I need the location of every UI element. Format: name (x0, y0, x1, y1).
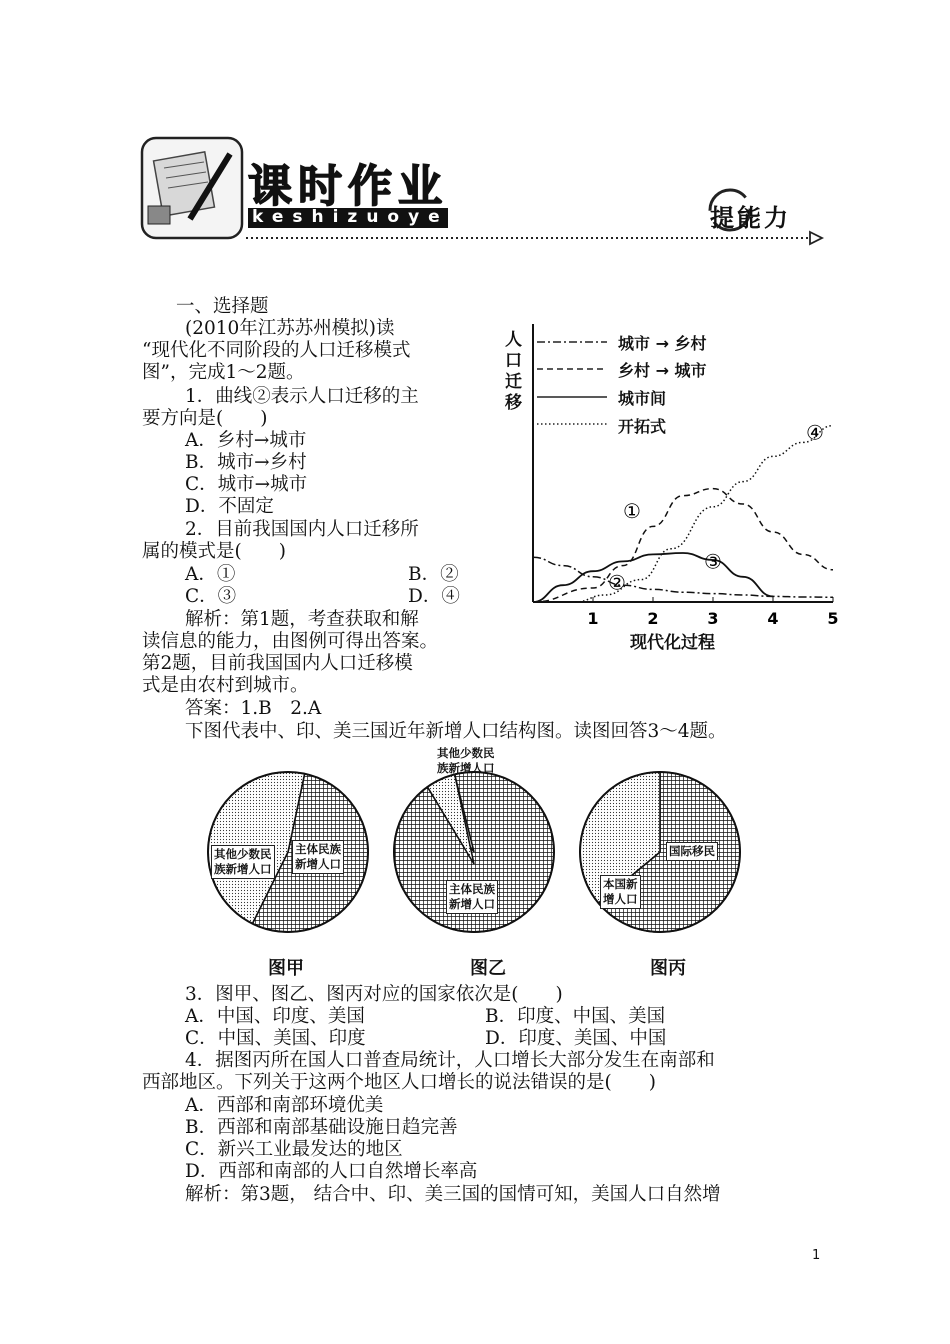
intro2: 下图代表中、印、美三国近年新增人口结构图。读图回答3～4题。 (185, 721, 727, 742)
q3-stem: 3．图甲、图乙、图丙对应的国家依次是( ) (185, 984, 563, 1005)
q3-option-b: B．印度、中国、美国 (485, 1006, 666, 1027)
q4-option-b: B．西部和南部基础设施日趋完善 (185, 1117, 458, 1138)
pie2-label-majority (446, 880, 498, 914)
series-line-1 (533, 489, 833, 602)
q3-option-c: C．中国、美国、印度 (185, 1028, 366, 1049)
pie2-label-majority-line1: 主体民族 (449, 882, 495, 896)
analysis1-line-3: 第2题，目前我国国内人口迁移模 (142, 653, 413, 674)
pie3-label-native-line2: 增人口 (603, 892, 638, 906)
q3-option-d: D．印度、美国、中国 (485, 1028, 667, 1049)
pie2-label-minority (435, 745, 497, 777)
pie3-title: 图丙 (650, 958, 686, 979)
q2-option-d: D．④ (408, 586, 460, 607)
pie1-title: 图甲 (268, 958, 304, 979)
pie3-label-native-line1: 本国新 (603, 877, 638, 891)
header-pinyin: keshizuoye (252, 207, 449, 227)
series-label-1: ① (623, 499, 641, 523)
q2-line-2: 属的模式是( ) (142, 541, 286, 562)
analysis2: 解析：第3题， 结合中、印、美三国的国情可知，美国人口自然增 (185, 1184, 721, 1205)
analysis1-line-4: 式是由农村到城市。 (142, 675, 309, 696)
pie1-label-minority (211, 845, 275, 879)
q2-option-a: A．① (185, 564, 236, 585)
q2-line-1: 2．目前我国国内人口迁移所 (185, 519, 419, 540)
pie1-label-minority-line1: 其他少数民 (214, 847, 272, 861)
pie1-label-majority-line2: 新增人口 (295, 857, 341, 871)
pie2-label-minority-line2: 族新增人口 (437, 761, 495, 775)
x-tick-label-1: 1 (587, 609, 599, 628)
section-heading: 一、选择题 (176, 296, 269, 317)
pie3-label-immigrant: 国际移民 (666, 842, 718, 861)
legend-label-3: 城市间 (618, 389, 667, 408)
y-axis-label: 人口迁移 (505, 330, 522, 413)
series-label-3: ③ (704, 549, 722, 574)
intro-line-2: “现代化不同阶段的人口迁移模式 (142, 340, 411, 361)
q4-option-c: C．新兴工业最发达的地区 (185, 1139, 403, 1160)
pie2-label-majority-line2: 新增人口 (449, 897, 495, 911)
pie1-label-minority-line2: 族新增人口 (214, 862, 272, 876)
series-label-4: ④ (806, 420, 824, 445)
x-tick-label-4: 4 (767, 609, 779, 628)
q4-line-2: 西部地区。下列关于这两个地区人口增长的说法错误的是( ) (142, 1072, 656, 1093)
q2-option-b: B．② (408, 564, 459, 585)
legend-label-4: 开拓式 (618, 417, 667, 436)
pie2-label-minority-line1: 其他少数民 (437, 746, 495, 760)
legend-label-1: 城市 → 乡村 (618, 334, 707, 353)
analysis1-line-2: 读信息的能力，由图例可得出答案。 (142, 631, 439, 652)
page-number: 1 (812, 1248, 821, 1263)
q1-line-2: 要方向是( ) (142, 408, 268, 429)
q2-option-c: C．③ (185, 586, 237, 607)
q1-option-b: B．城市→乡村 (185, 452, 307, 473)
answer1: 答案：1.B 2.A (185, 698, 322, 719)
intro-line-1: (2010年江苏苏州模拟)读 (185, 318, 395, 339)
analysis1-line-1: 解析：第1题，考查获取和解 (185, 609, 419, 630)
q1-option-c: C．城市→城市 (185, 474, 308, 495)
q1-option-d: D．不固定 (185, 496, 274, 517)
q4-option-d: D．西部和南部的人口自然增长率高 (185, 1161, 478, 1182)
legend-label-2: 乡村 → 城市 (618, 361, 707, 380)
q3-option-a: A．中国、印度、美国 (185, 1006, 365, 1027)
pie1-label-majority-line1: 主体民族 (295, 842, 341, 856)
pie1-label-majority (292, 840, 344, 874)
x-axis-label: 现代化过程 (630, 633, 715, 653)
x-tick-label-2: 2 (647, 609, 659, 628)
pie3-label-native (600, 875, 641, 909)
header-badge: 提能力 (710, 204, 791, 232)
intro-line-3: 图”，完成1～2题。 (142, 362, 305, 383)
pie2-title: 图乙 (470, 958, 506, 979)
x-tick-label-5: 5 (827, 609, 839, 628)
x-tick-label-3: 3 (707, 609, 719, 628)
q1-option-a: A．乡村→城市 (185, 430, 307, 451)
header-title: 课时作业 (248, 161, 448, 212)
q1-line-1: 1．曲线②表示人口迁移的主 (185, 386, 419, 407)
series-label-2: ② (608, 570, 626, 595)
q4-line-1: 4．据图丙所在国人口普查局统计，人口增长大部分发生在南部和 (185, 1050, 715, 1071)
q4-option-a: A．西部和南部环境优美 (185, 1095, 384, 1116)
